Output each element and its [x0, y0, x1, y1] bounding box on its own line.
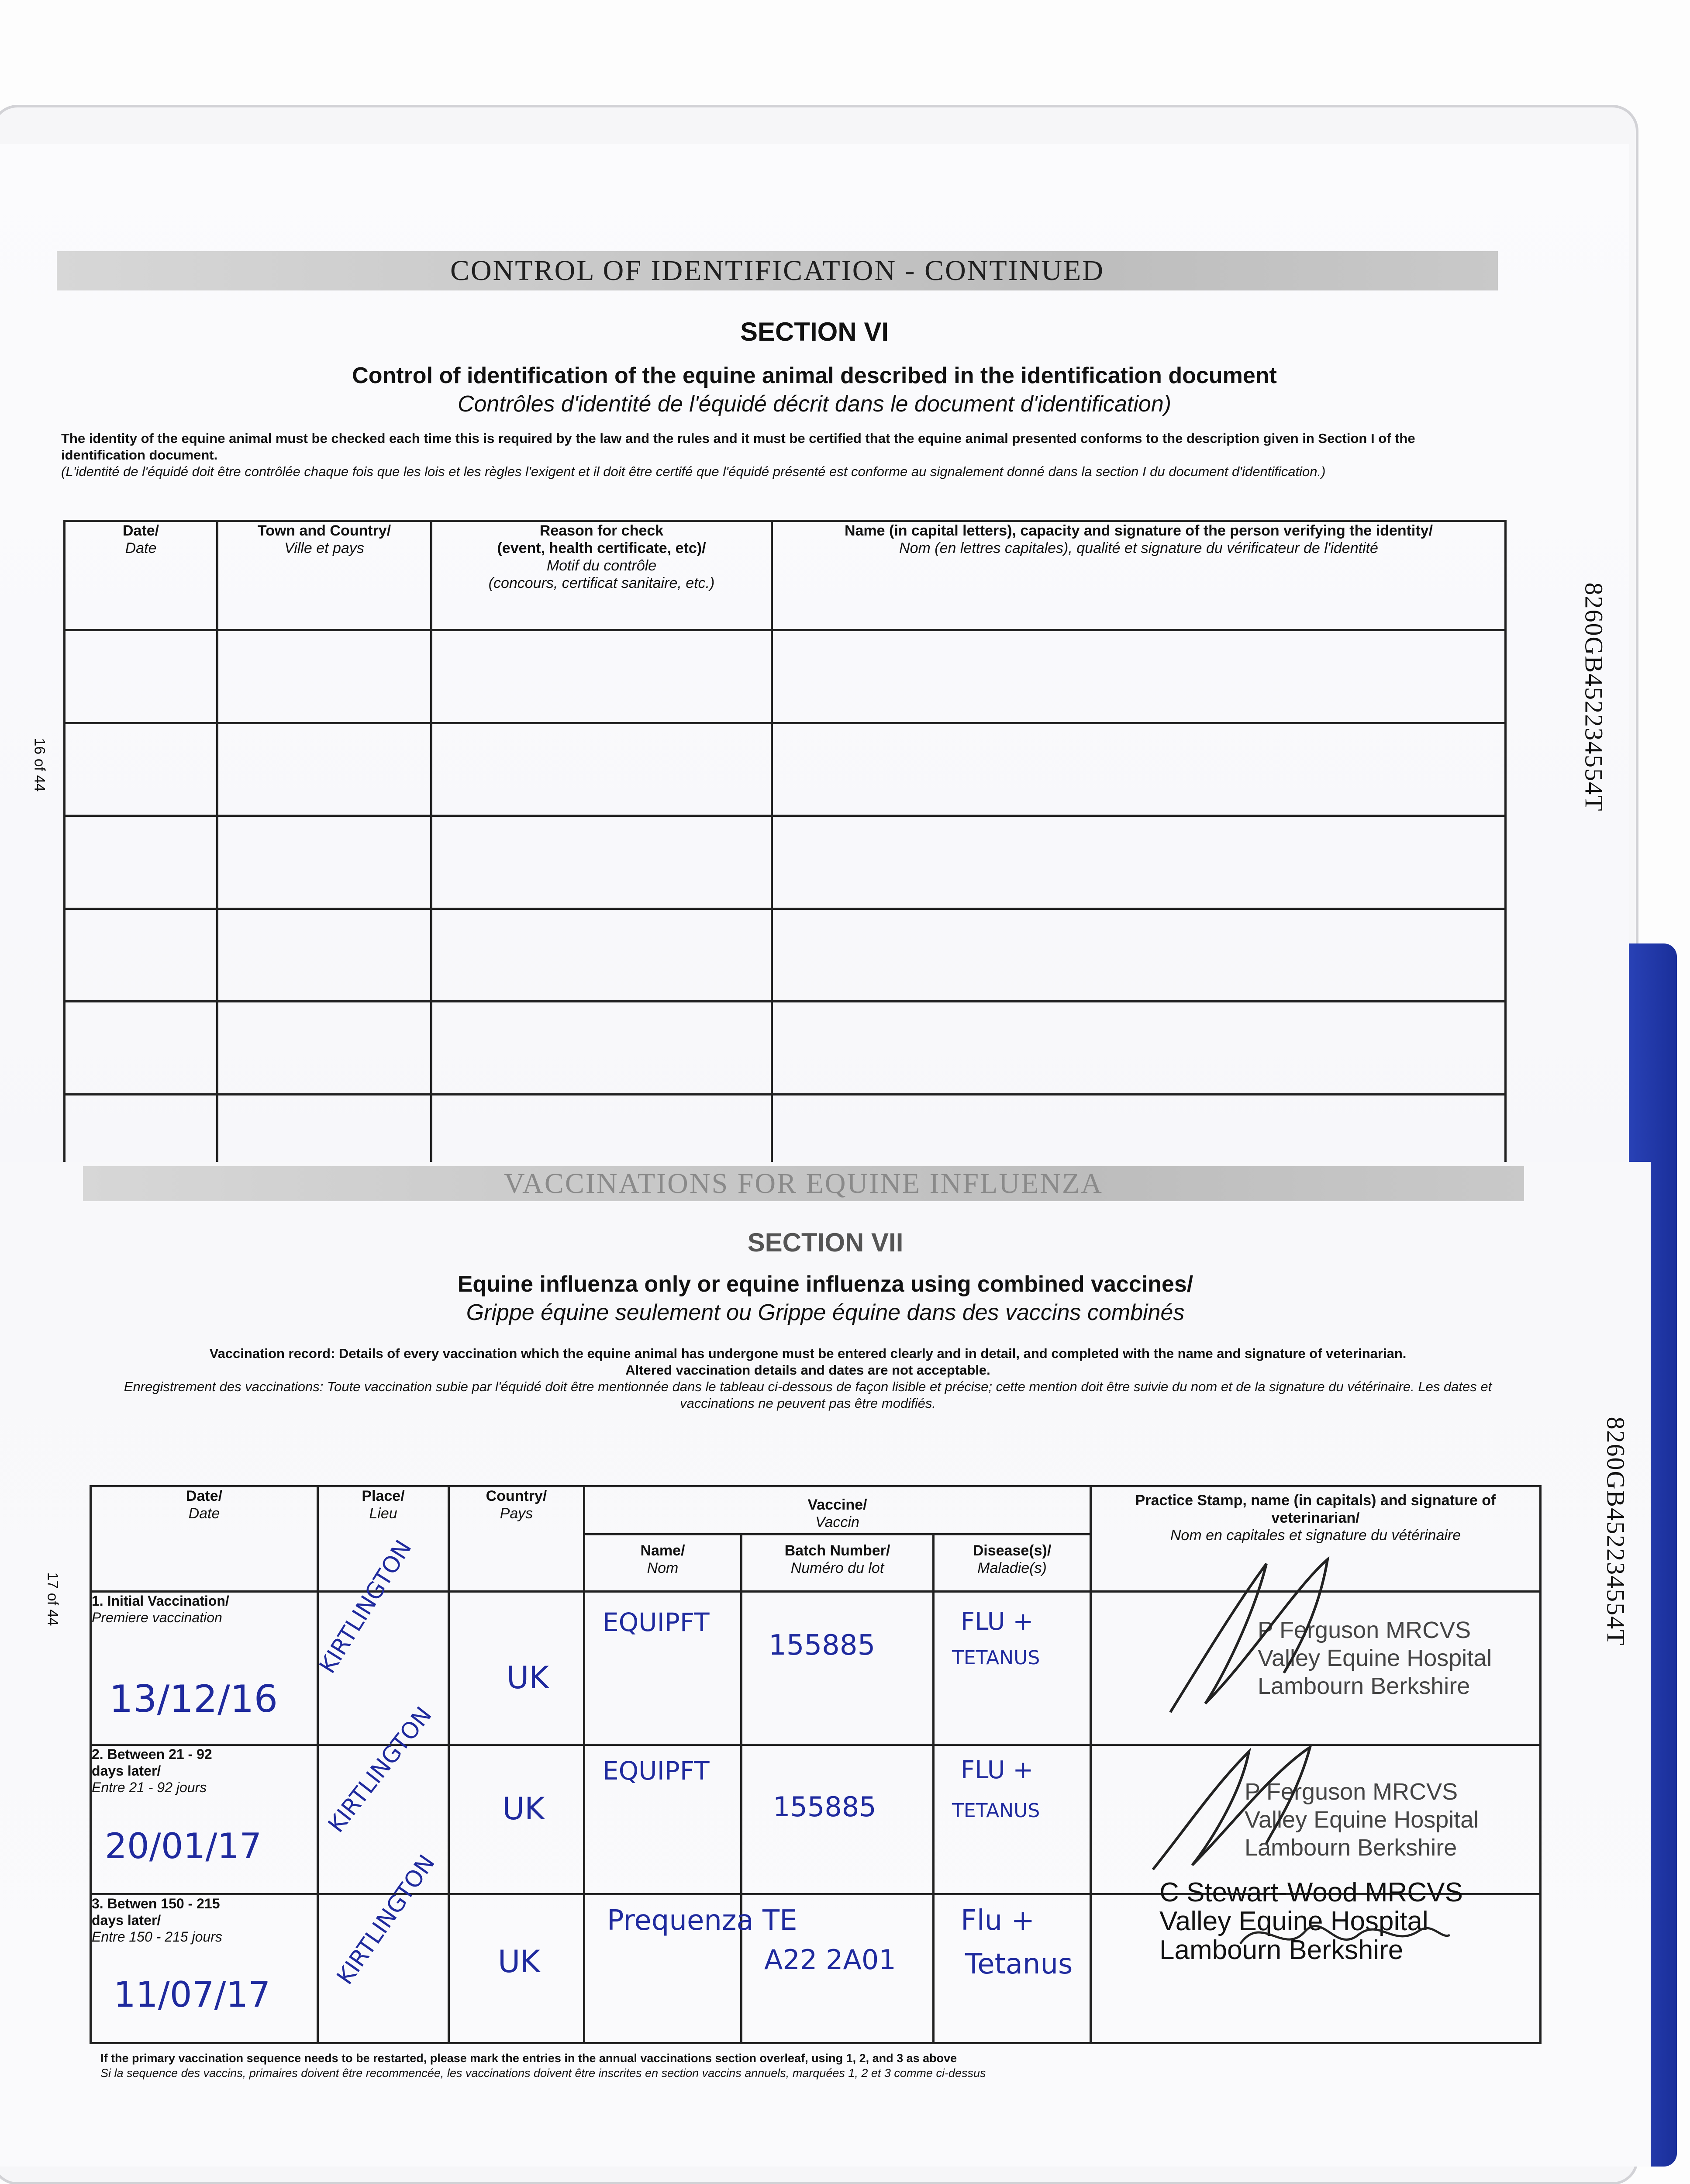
- row1-disease-1: FLU +: [961, 1607, 1034, 1636]
- row2-vaccine-name: EQUIPFT: [603, 1756, 710, 1786]
- row1-batch: 155885: [769, 1629, 876, 1662]
- identity-check-table: [63, 520, 1507, 1188]
- table-row: [65, 1002, 1506, 1095]
- row2-vet-signature-icon: [1144, 1738, 1354, 1878]
- row3-disease-2: Tetanus: [965, 1948, 1073, 1980]
- page-number: 16 of 44: [31, 738, 48, 792]
- row3-batch: A22 2A01: [764, 1944, 896, 1976]
- col-vaccine-en: Vaccine/: [807, 1496, 867, 1513]
- col-stamp-fr: Nom en capitales et signature du vétérinaire: [1170, 1527, 1461, 1544]
- section-intro: [61, 430, 1476, 480]
- col-date-fr: Date: [188, 1505, 220, 1522]
- row3-stamp-line3: Lambourn Berkshire: [1159, 1935, 1404, 1965]
- col-vaccine-header: [584, 1486, 1091, 1534]
- col-name-header: [584, 1534, 742, 1592]
- col-vaccine-fr: Vaccin: [815, 1514, 859, 1531]
- col-batch-header: [742, 1534, 934, 1592]
- row2-stamp-line1: P Ferguson MRCVS: [1245, 1779, 1458, 1805]
- col-date-en: Date/: [122, 522, 159, 539]
- intro-en2: Altered vaccination details and dates are not acceptable.: [625, 1362, 990, 1378]
- col-reason-en: Reason for check: [539, 522, 664, 539]
- row3-stamp-line2: Valley Equine Hospital: [1159, 1906, 1428, 1936]
- row2-date: 20/01/17: [105, 1826, 262, 1866]
- col-batch-en: Batch Number/: [784, 1542, 890, 1559]
- col-disease-header: [934, 1534, 1091, 1592]
- col-reason-en2: (event, health certificate, etc)/: [497, 540, 706, 556]
- row-label-en2: days later/: [92, 1912, 161, 1928]
- section-band-title: [83, 1166, 1524, 1201]
- row-label: [91, 1591, 318, 1745]
- row1-stamp-line1: P Ferguson MRCVS: [1258, 1617, 1471, 1643]
- col-batch-fr: Numéro du lot: [790, 1560, 884, 1577]
- col-reason-header: [431, 521, 772, 630]
- col-town-fr: Ville et pays: [284, 540, 364, 556]
- col-country-en: Country/: [486, 1488, 547, 1504]
- row2-stamp-line2: Valley Equine Hospital: [1245, 1807, 1479, 1833]
- col-verifier-en: Name (in capital letters), capacity and signature of the person verifying the identity/: [844, 522, 1433, 539]
- intro-fr: (L'identité de l'équidé doit être contrôlée chaque fois que les lois et les règles l'exigent et il doit être certifé que l'équidé présenté est conforme au signalement donné dans la section I du document d'identification.): [61, 464, 1326, 479]
- col-town-en: Town and Country/: [257, 522, 391, 539]
- section-title-en: Equine influenza only or equine influenza using combined vaccines/: [457, 1272, 1193, 1297]
- section-intro: [92, 1345, 1524, 1412]
- col-place-en: Place/: [362, 1488, 405, 1504]
- row1-vaccine-name: EQUIPFT: [603, 1607, 710, 1637]
- row3-disease-1: Flu +: [961, 1904, 1035, 1937]
- row-label-fr: Entre 150 - 215 jours: [92, 1928, 222, 1945]
- table-header-row: [65, 521, 1506, 630]
- row3-vet-signature-icon: [1236, 1904, 1454, 1970]
- table-row: [65, 909, 1506, 1002]
- row-label-en: 2. Between 21 - 92: [92, 1746, 212, 1762]
- col-country-header: [449, 1486, 584, 1592]
- col-name-fr: Nom: [647, 1560, 679, 1577]
- row3-country: UK: [498, 1944, 541, 1980]
- row2-place: KIRTLINGTON: [323, 1702, 437, 1838]
- table-row: [65, 630, 1506, 723]
- col-place-fr: Lieu: [369, 1505, 397, 1522]
- row1-stamp-line3: Lambourn Berkshire: [1258, 1673, 1470, 1699]
- row1-vet-signature-icon: [1153, 1546, 1380, 1721]
- row2-disease-1: FLU +: [961, 1756, 1034, 1784]
- footnote-fr: Si la sequence des vaccins, primaires doivent être recommencée, les vaccinations doivent être inscrites en section vaccins annuels, marquées 1, 2 et 3 comme ci-dessus: [100, 2067, 986, 2080]
- row1-country: UK: [507, 1660, 549, 1696]
- row-label: [91, 1894, 318, 2043]
- col-verifier-fr: Nom (en lettres capitales), qualité et signature du vérificateur de l'identité: [899, 540, 1378, 556]
- row-label: [91, 1745, 318, 1894]
- table-header-row: [91, 1486, 1541, 1534]
- row2-disease-2: TETANUS: [952, 1800, 1040, 1822]
- col-date-header: [91, 1486, 318, 1592]
- band-title-text: VACCINATIONS FOR EQUINE INFLUENZA: [504, 1168, 1103, 1199]
- col-verifier-header: [772, 521, 1506, 630]
- row1-stamp-line2: Valley Equine Hospital: [1258, 1645, 1492, 1671]
- col-disease-en: Disease(s)/: [973, 1542, 1052, 1559]
- page-16: [0, 144, 1629, 1187]
- document-number: 8260GB452234554T: [1601, 1417, 1630, 1646]
- row1-place: KIRTLINGTON: [314, 1535, 417, 1678]
- row1-disease-2: TETANUS: [952, 1647, 1040, 1669]
- section-title-fr: Contrôles d'identité de l'équidé décrit dans le document d'identification): [457, 391, 1172, 417]
- col-reason-fr: Motif du contrôle: [546, 557, 657, 574]
- intro-en: Vaccination record: Details of every vaccination which the equine animal has undergone must be entered clearly and in detail, and completed with the name and signature of veterinarian.: [209, 1346, 1407, 1361]
- row3-stamp-line1: C Stewart-Wood MRCVS: [1159, 1877, 1463, 1908]
- section-label: SECTION VI: [740, 317, 889, 346]
- col-stamp-en: Practice Stamp, name (in capitals) and signature of veterinarian/: [1135, 1492, 1496, 1526]
- section-band-title: [57, 251, 1498, 290]
- col-date-fr: Date: [125, 540, 157, 556]
- col-country-fr: Pays: [500, 1505, 533, 1522]
- section-title-en: Control of identification of the equine animal described in the identification document: [352, 363, 1277, 388]
- col-date-header: [65, 521, 217, 630]
- row-label-en: 1. Initial Vaccination/: [92, 1593, 229, 1609]
- row3-vaccine-name: Prequenza TE: [607, 1904, 797, 1937]
- document-number: 8260GB452234554T: [1580, 582, 1608, 812]
- section-label: SECTION VII: [747, 1228, 904, 1257]
- row2-stamp-line3: Lambourn Berkshire: [1245, 1835, 1457, 1861]
- section-title-fr: Grippe équine seulement ou Grippe équine dans des vaccins combinés: [466, 1300, 1185, 1325]
- table-row: [65, 723, 1506, 816]
- row1-date: 13/12/16: [109, 1677, 278, 1721]
- row-label-en2: days later/: [92, 1763, 161, 1779]
- page-17: [0, 1162, 1651, 2167]
- col-town-header: [217, 521, 431, 630]
- row2-country: UK: [502, 1791, 545, 1827]
- intro-en: The identity of the equine animal must be checked each time this is required by the law and the rules and it must be certified that the equine animal presented conforms to the description given in Section I of the identification document.: [61, 431, 1415, 463]
- footnote: [100, 2051, 1498, 2080]
- col-reason-fr2: (concours, certificat sanitaire, etc.): [488, 575, 715, 591]
- row-label-en: 3. Betwen 150 - 215: [92, 1895, 220, 1911]
- col-name-en: Name/: [640, 1542, 685, 1559]
- col-disease-fr: Maladie(s): [977, 1560, 1047, 1577]
- intro-fr: Enregistrement des vaccinations: Toute vaccination subie par l'équidé doit être mentionnée dans le tableau ci-dessous de façon lisible et précise; cette mention doit être suivie du nom et de la signature du vétérinaire. Les dates et vaccinations ne peuvent pas être modifiés.: [124, 1379, 1492, 1411]
- row-label-fr: Entre 21 - 92 jours: [92, 1780, 207, 1796]
- row3-date: 11/07/17: [114, 1974, 271, 2015]
- col-date-en: Date/: [186, 1488, 223, 1504]
- table-row: [65, 816, 1506, 909]
- band-title-text: CONTROL OF IDENTIFICATION - CONTINUED: [450, 255, 1105, 287]
- page-number: 17 of 44: [44, 1572, 61, 1626]
- footnote-en: If the primary vaccination sequence needs to be restarted, please mark the entries in the annual vaccinations section overleaf, using 1, 2, and 3 as above: [100, 2052, 957, 2065]
- row2-batch: 155885: [773, 1791, 876, 1823]
- row-label-fr: Premiere vaccination: [92, 1609, 222, 1625]
- row3-place: KIRTLINGTON: [332, 1850, 441, 1990]
